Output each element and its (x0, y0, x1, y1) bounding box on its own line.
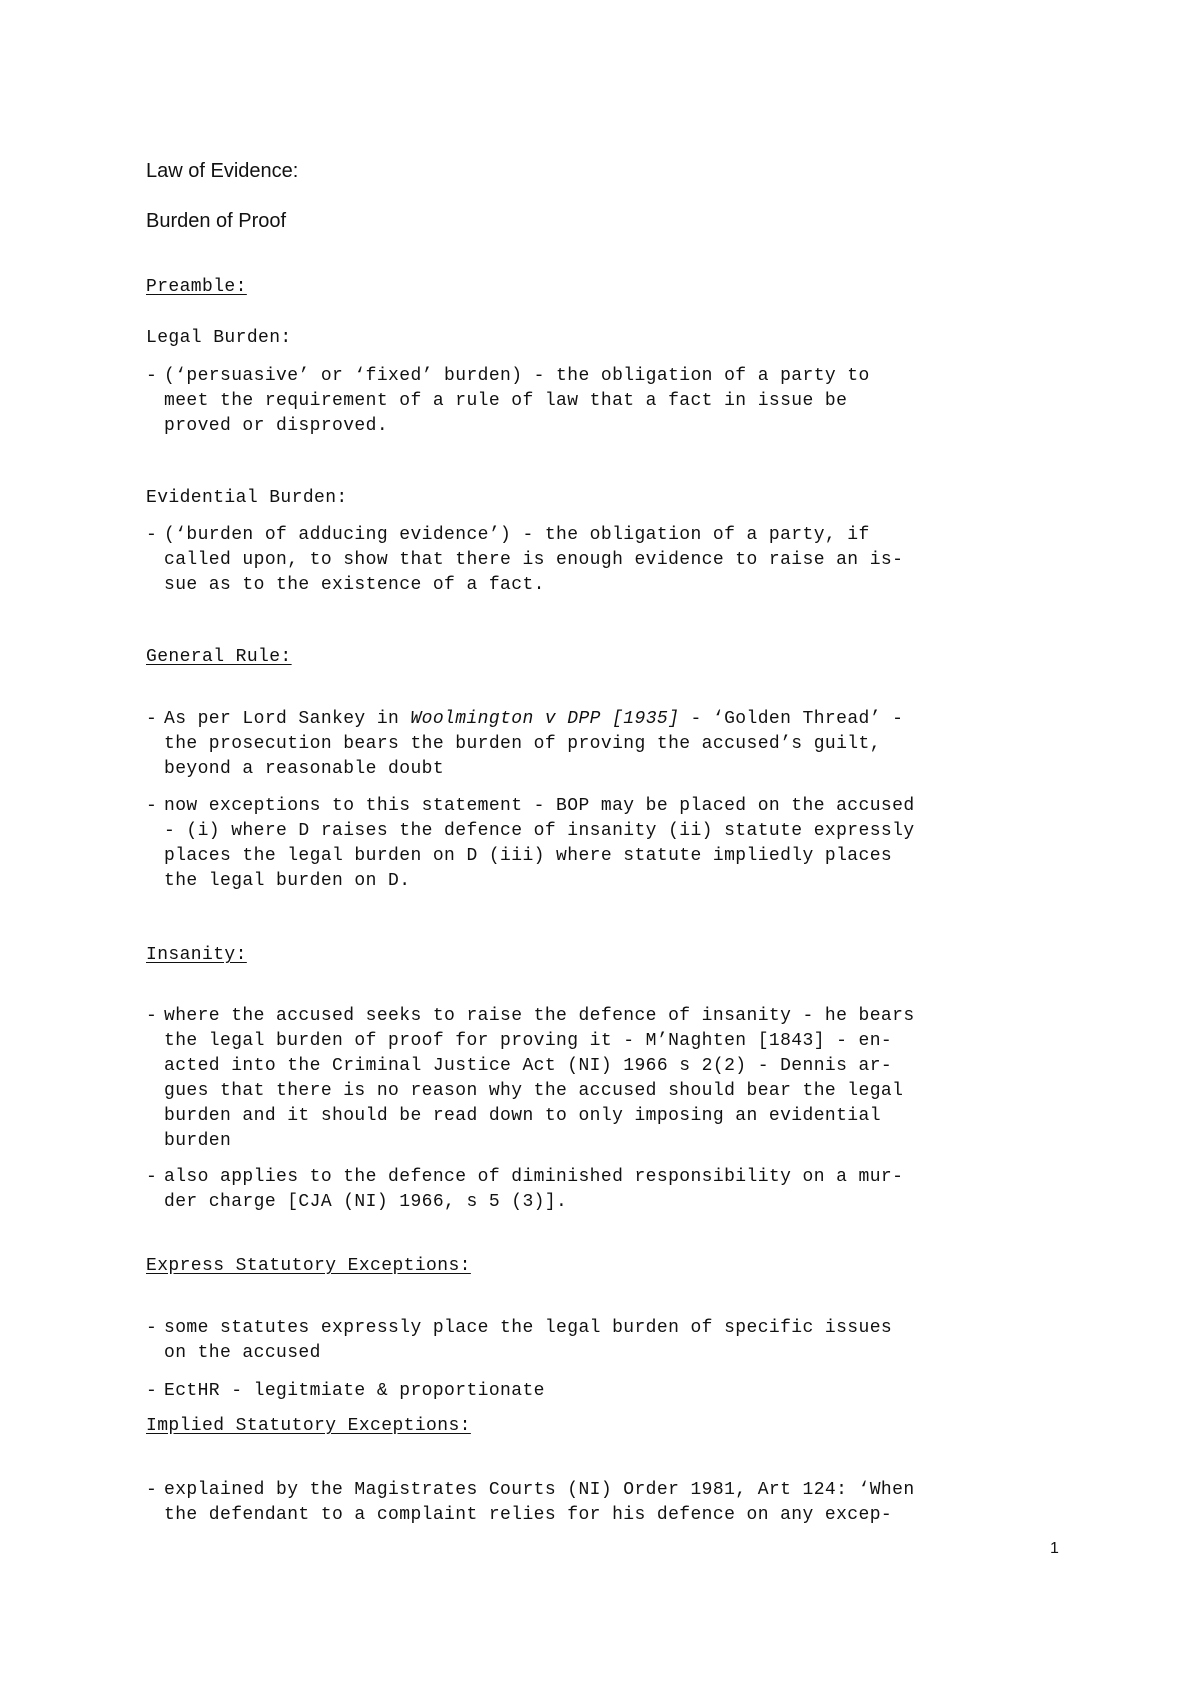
label-evidential-burden: Evidential Burden: (146, 488, 348, 508)
heading-insanity: Insanity: (146, 945, 247, 965)
bullet-text: (‘burden of adducing evidence’) - the obligation of a party, if called upon, to show that there is enough evidence to raise an is- sue as to the existence of a fact. (164, 525, 904, 595)
bullet-text: explained by the Magistrates Courts (NI) Order 1981, Art 124: ‘When the defendant to a complaint relies for his defence on any excep- (164, 1480, 915, 1525)
bullet-dash: - (146, 1006, 158, 1026)
bullet-text: where the accused seeks to raise the defence of insanity - he bears the legal burden of proof for proving it - M’Naghten [1843] - en- acted into the Criminal Justice Act (NI) 1966 s 2(2) - Dennis ar- gues that there is no reason why the accused should bear the legal burden and it should be read down to only imposing an evidential burden (164, 1006, 915, 1151)
bullet-dash: - (146, 1480, 158, 1500)
bullet-text: EctHR - legitmiate & proportionate (164, 1381, 545, 1401)
bullet-dash: - (146, 796, 158, 816)
heading-preamble: Preamble: (146, 277, 247, 297)
bullet-text: also applies to the defence of diminished responsibility on a mur- der charge [CJA (NI) 1966, s 5 (3)]. (164, 1167, 904, 1212)
bullet-text: some statutes expressly place the legal burden of specific issues on the accused (164, 1318, 893, 1363)
label-legal-burden: Legal Burden: (146, 328, 292, 348)
bullet-text: (‘persuasive’ or ‘fixed’ burden) - the obligation of a party to meet the requirement of a rule of law that a fact in issue be proved or disproved. (164, 366, 870, 436)
bullet-dash: - (146, 1167, 158, 1187)
text-continuation: the prosecution bears the burden of proving the accused’s guilt, beyond a reasonable doubt (164, 734, 881, 779)
bullet-dash: - (146, 366, 158, 386)
bullet-dash: - (146, 709, 158, 729)
heading-general-rule: General Rule: (146, 647, 292, 667)
case-citation: Woolmington v DPP [1935] (410, 709, 680, 729)
bullet-dash: - (146, 525, 158, 545)
bullet-text (164, 707, 1164, 782)
bullet-dash: - (146, 1318, 158, 1338)
text-suffix: - ‘Golden Thread’ - (679, 709, 904, 729)
bullet-text: now exceptions to this statement - BOP may be placed on the accused - (i) where D raises the defence of insanity (ii) statute expressly places the legal burden on D (iii) where statute impliedly places the legal burden on D. (164, 796, 915, 891)
document-subtitle: Burden of Proof (146, 210, 287, 232)
document-title: Law of Evidence: (146, 160, 299, 182)
page-number: 1 (1050, 1540, 1059, 1557)
text-prefix: As per Lord Sankey in (164, 709, 411, 729)
heading-implied-exceptions: Implied Statutory Exceptions: (146, 1416, 471, 1436)
bullet-dash: - (146, 1381, 158, 1401)
heading-express-exceptions: Express Statutory Exceptions: (146, 1256, 471, 1276)
